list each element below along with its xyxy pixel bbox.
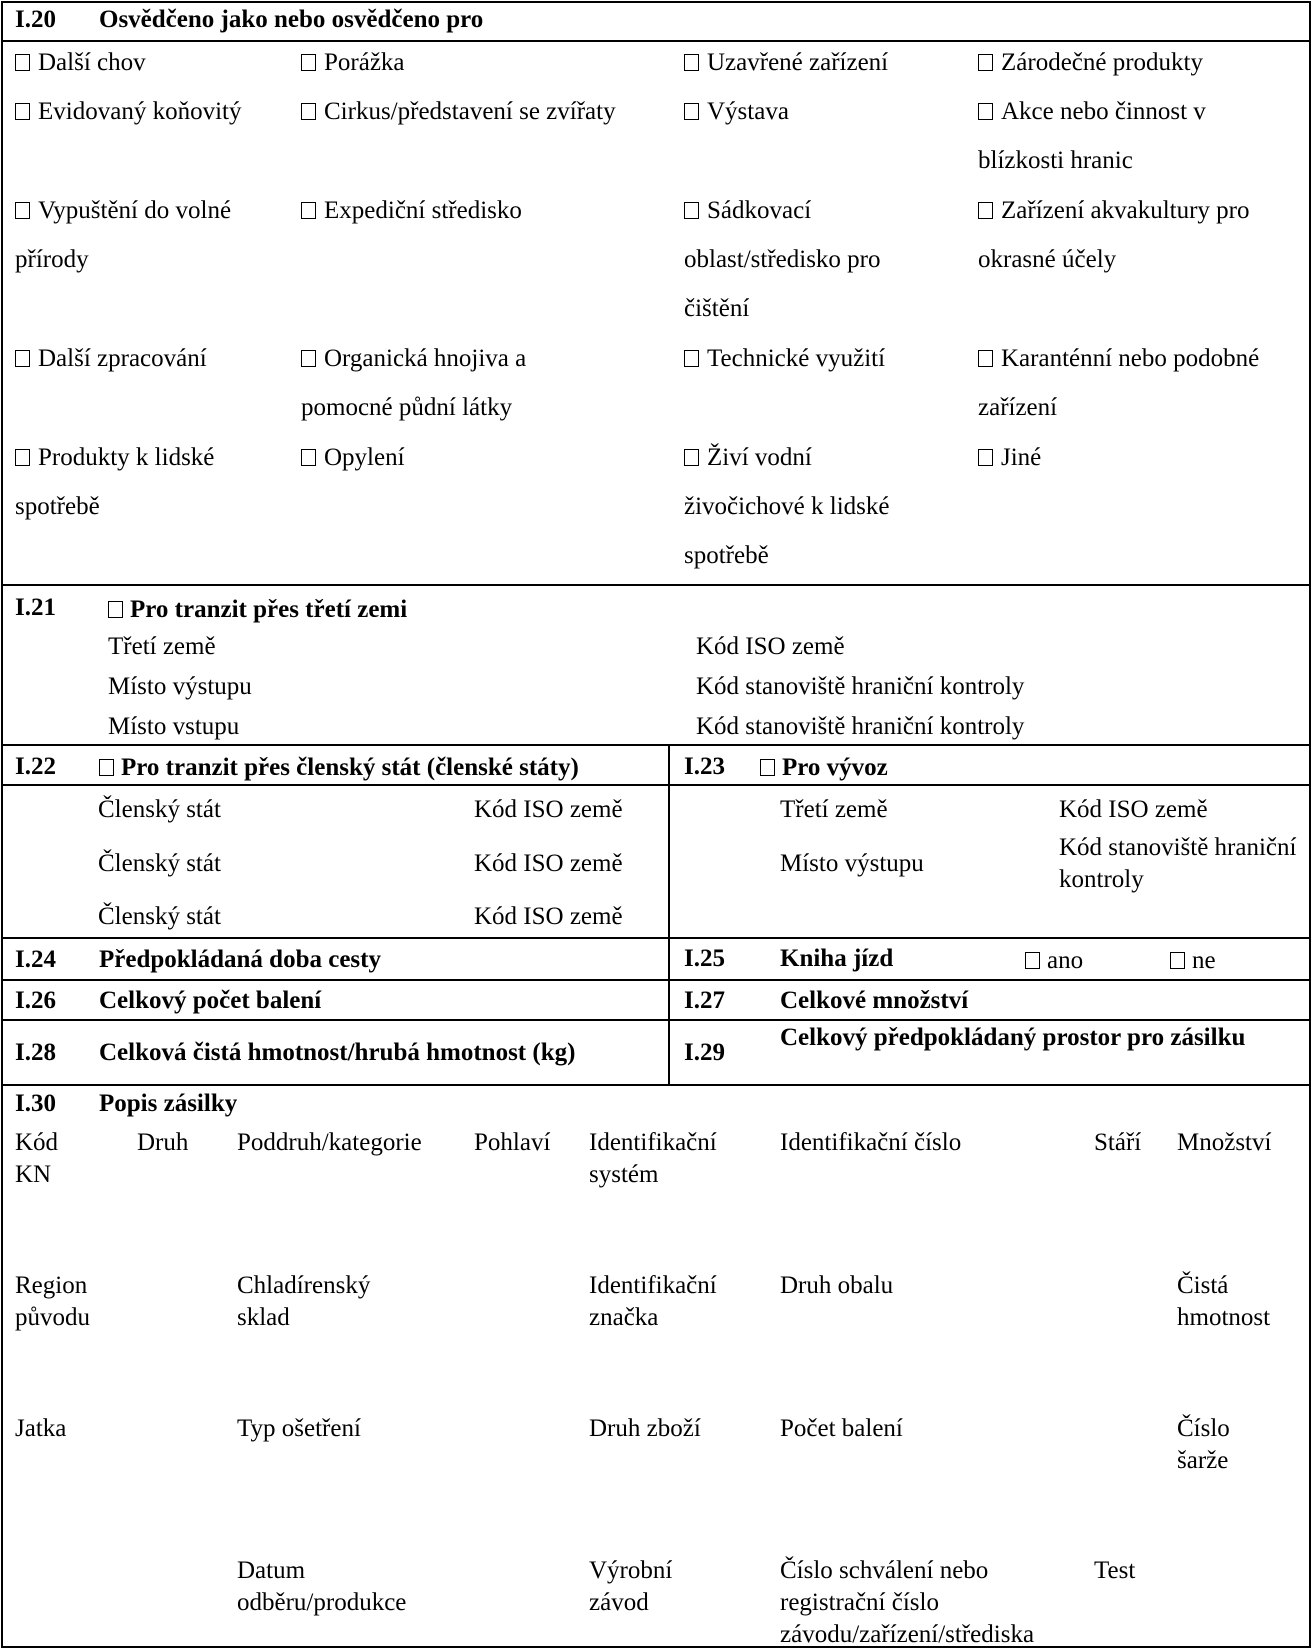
- i23-label: Třetí země: [780, 796, 888, 823]
- option-ne[interactable]: ne: [1170, 945, 1216, 976]
- field-label-cista-hmotnost: Čistá hmotnost: [1177, 1272, 1271, 1331]
- section-title-i21[interactable]: Pro tranzit přes třetí zemi: [108, 594, 407, 625]
- checkbox[interactable]: [684, 54, 699, 71]
- checkbox[interactable]: [108, 601, 123, 618]
- field-label-datum-odberu: Datum odběru/produkce: [237, 1557, 407, 1616]
- i22-label: Kód ISO země: [474, 903, 623, 930]
- field-label-mnozstvi: Množství: [1177, 1129, 1272, 1156]
- i21-label: Kód stanoviště hraniční kontroly: [696, 713, 1025, 740]
- section-number-i22: I.22: [15, 753, 56, 780]
- section-number-i28: I.28: [15, 1039, 56, 1066]
- field-label-test: Test: [1094, 1557, 1136, 1584]
- checkbox[interactable]: [301, 350, 316, 367]
- divider: [1, 1084, 1311, 1086]
- section-title-i22[interactable]: Pro tranzit přes členský stát (členské státy): [99, 752, 579, 783]
- option-zarodecne-produkty[interactable]: Zárodečné produkty: [978, 38, 1298, 87]
- checkbox[interactable]: [978, 202, 993, 219]
- i22-label: Členský stát: [98, 796, 221, 823]
- option-cirkus[interactable]: Cirkus/představení se zvířaty: [301, 87, 671, 136]
- section-title-i23[interactable]: Pro vývoz: [760, 752, 888, 783]
- section-number-i29: I.29: [684, 1039, 725, 1066]
- field-label-identifikacni-system: Identifikační systém: [589, 1129, 717, 1188]
- i22-label: Členský stát: [98, 903, 221, 930]
- option-zivi-vodni-zivocichove[interactable]: Živí vodní živočichové k lidské spotřebě: [684, 444, 890, 569]
- checkbox[interactable]: [978, 54, 993, 71]
- checkbox[interactable]: [1025, 952, 1040, 969]
- i23-label: Kód ISO země: [1059, 796, 1208, 823]
- field-label-cislo-schvaleni: Číslo schválení nebo registrační číslo závodu/zařízení/střediska: [780, 1557, 1035, 1648]
- divider: [1, 584, 1311, 586]
- i23-label: Místo výstupu: [780, 850, 924, 877]
- option-akce-cinnost[interactable]: Akce nebo činnost v blízkosti hranic: [978, 98, 1206, 174]
- checkbox[interactable]: [15, 54, 30, 71]
- checkbox[interactable]: [15, 202, 30, 219]
- section-title-i27: Celkové množství: [780, 987, 969, 1014]
- checkbox[interactable]: [684, 449, 699, 466]
- section-number-i23: I.23: [684, 753, 725, 780]
- option-opyleni[interactable]: Opylení: [301, 433, 671, 482]
- section-number-i30: I.30: [15, 1090, 56, 1117]
- option-vypusteni[interactable]: Vypuštění do volné přírody: [15, 197, 232, 273]
- section-title-i24: Předpokládaná doba cesty: [99, 946, 381, 973]
- checkbox[interactable]: [15, 449, 30, 466]
- i22-label: Kód ISO země: [474, 796, 623, 823]
- i21-label: Kód ISO země: [696, 633, 845, 660]
- field-label-region-puvodu: Region původu: [15, 1272, 90, 1331]
- checkbox[interactable]: [301, 103, 316, 120]
- checkbox[interactable]: [301, 54, 316, 71]
- field-label-jatka: Jatka: [15, 1415, 67, 1442]
- divider: [1, 784, 1311, 786]
- checkbox[interactable]: [760, 759, 775, 776]
- field-label-vyrobni-zavod: Výrobní závod: [589, 1557, 673, 1616]
- option-vystava[interactable]: Výstava: [684, 87, 964, 136]
- field-label-cislo-sarze: Číslo šarže: [1177, 1415, 1230, 1474]
- field-label-identifikacni-cislo: Identifikační číslo: [780, 1129, 962, 1156]
- section-number-i26: I.26: [15, 987, 56, 1014]
- i22-label: Kód ISO země: [474, 850, 623, 877]
- i21-label: Místo vstupu: [108, 713, 240, 740]
- field-label-stari: Stáří: [1094, 1129, 1142, 1156]
- field-label-druh-zbozi: Druh zboží: [589, 1415, 701, 1442]
- checkbox[interactable]: [99, 759, 114, 776]
- option-akvakultura[interactable]: Zařízení akvakultury pro okrasné účely: [978, 197, 1250, 273]
- i21-label: Kód stanoviště hraniční kontroly: [696, 673, 1025, 700]
- option-ano[interactable]: ano: [1025, 945, 1083, 976]
- field-label-kod-kn: Kód KN: [15, 1129, 59, 1188]
- divider: [1, 744, 1311, 746]
- option-uzavrene-zarizeni[interactable]: Uzavřené zařízení: [684, 38, 964, 87]
- field-label-druh: Druh: [137, 1129, 189, 1156]
- divider: [1, 937, 1311, 939]
- checkbox[interactable]: [15, 350, 30, 367]
- section-title-i20: Osvědčeno jako nebo osvědčeno pro: [99, 6, 484, 33]
- checkbox[interactable]: [684, 202, 699, 219]
- field-label-identifikacni-znacka: Identifikační značka: [589, 1272, 717, 1331]
- i21-label: Místo výstupu: [108, 673, 252, 700]
- option-technicke-vyuziti[interactable]: Technické využití: [684, 334, 964, 383]
- checkbox[interactable]: [978, 350, 993, 367]
- checkbox[interactable]: [978, 449, 993, 466]
- section-title-i28: Celková čistá hmotnost/hrubá hmotnost (kg): [99, 1039, 576, 1066]
- option-expedicni-stredisko[interactable]: Expediční středisko: [301, 186, 671, 235]
- section-number-i20: I.20: [15, 6, 56, 33]
- field-label-typ-osetreni: Typ ošetření: [237, 1415, 361, 1442]
- checkbox[interactable]: [684, 350, 699, 367]
- section-title-i25: Kniha jízd: [780, 945, 894, 972]
- divider: [1, 979, 1311, 981]
- option-dalsi-chov[interactable]: Další chov: [15, 38, 285, 87]
- i22-label: Členský stát: [98, 850, 221, 877]
- section-number-i27: I.27: [684, 987, 725, 1014]
- checkbox[interactable]: [301, 202, 316, 219]
- section-title-i30: Popis zásilky: [99, 1090, 238, 1117]
- i21-label: Třetí země: [108, 633, 216, 660]
- section-number-i21: I.21: [15, 594, 56, 621]
- checkbox[interactable]: [15, 103, 30, 120]
- option-sadkovaci-oblast[interactable]: Sádkovací oblast/středisko pro čištění: [684, 197, 881, 322]
- checkbox[interactable]: [978, 103, 993, 120]
- option-porazka[interactable]: Porážka: [301, 38, 671, 87]
- checkbox[interactable]: [684, 103, 699, 120]
- option-dalsi-zpracovani[interactable]: Další zpracování: [15, 334, 285, 383]
- divider: [1, 1019, 1311, 1021]
- section-number-i25: I.25: [684, 945, 725, 972]
- field-label-chladirensky-sklad: Chladírenský sklad: [237, 1272, 371, 1331]
- section-title-i29: Celkový předpokládaný prostor pro zásilku: [780, 1024, 1246, 1051]
- option-produkty-lidska-spotreba[interactable]: Produkty k lidské spotřebě: [15, 444, 215, 520]
- field-label-pohlavi: Pohlaví: [474, 1129, 551, 1156]
- field-label-druh-obalu: Druh obalu: [780, 1272, 894, 1299]
- i23-label: Kód stanoviště hraniční kontroly: [1059, 834, 1297, 893]
- option-organicka-hnojiva[interactable]: Organická hnojiva a pomocné půdní látky: [301, 345, 527, 421]
- option-karantenni-zarizeni[interactable]: Karanténní nebo podobné zařízení: [978, 345, 1260, 421]
- checkbox[interactable]: [301, 449, 316, 466]
- option-evidovany-konovity[interactable]: Evidovaný koňovitý: [15, 87, 285, 136]
- field-label-poddruh: Poddruh/kategorie: [237, 1129, 422, 1156]
- column-divider: [668, 744, 670, 1084]
- option-jine[interactable]: Jiné: [978, 433, 1278, 482]
- checkbox[interactable]: [1170, 952, 1185, 969]
- section-title-i26: Celkový počet balení: [99, 987, 322, 1014]
- section-number-i24: I.24: [15, 946, 56, 973]
- field-label-pocet-baleni: Počet balení: [780, 1415, 903, 1442]
